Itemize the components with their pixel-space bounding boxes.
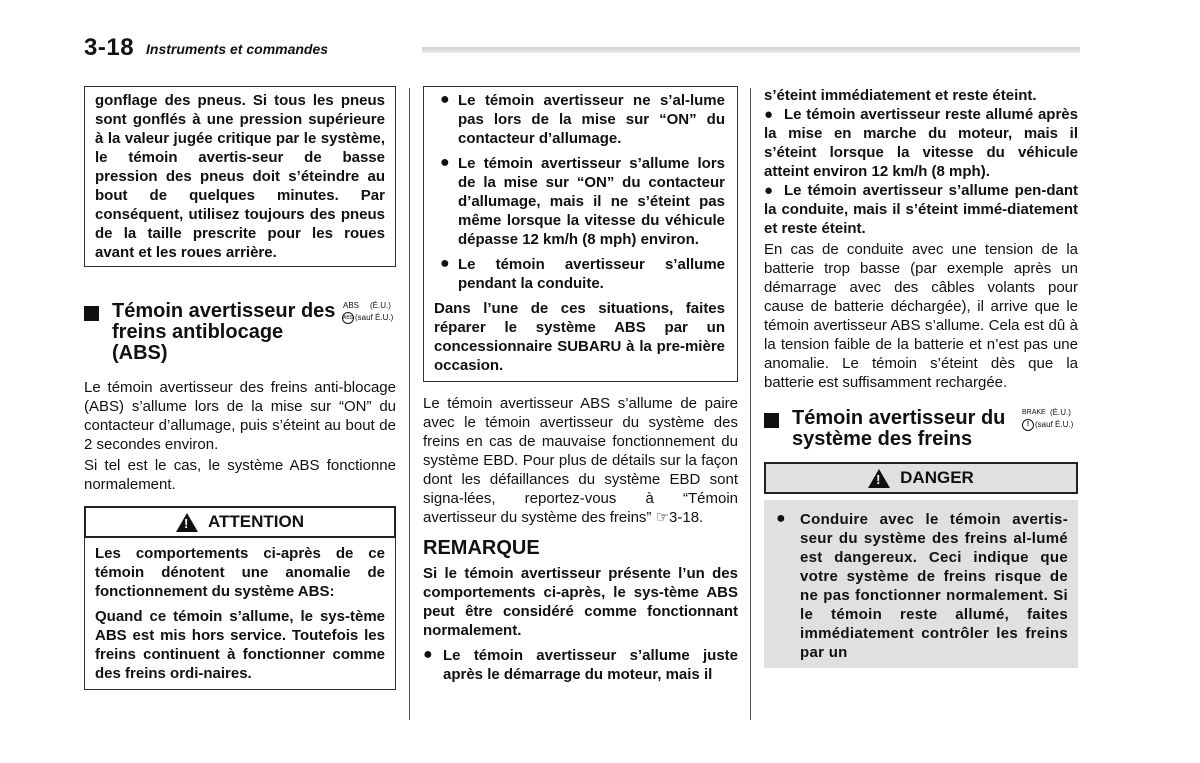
- abs-symptom-box: [423, 86, 738, 382]
- brake-section-heading: [764, 408, 1078, 450]
- battery-paragraph: En cas de conduite avec une tension de la batterie trop basse (par exemple après un démarrage avec des câbles volants pour cause de batterie déchargée), il arrive que le témoin avertisseur ABS s’allume. Cela est dû à la tension faible de la batterie et n’est pas une anomalie. Le témoin s’éteint dès que la batterie est suffisamment rechargée.: [764, 241, 1078, 391]
- abs-section-title: Témoin avertisseur des freins antiblocage (ABS): [112, 300, 336, 364]
- column-2: [423, 86, 738, 684]
- attention-box: [84, 538, 396, 690]
- column-3: [764, 86, 1078, 668]
- header-rule: [422, 47, 1080, 53]
- abs-icon-region-other: (sauf É.U.): [355, 313, 394, 322]
- column-divider: [409, 88, 410, 720]
- brake-icon-label: BRAKE: [1022, 409, 1046, 416]
- list-item: ● Le témoin avertisseur s’allume juste après le démarrage du moteur, mais il: [423, 646, 738, 683]
- abs-symbol-icon: ABS: [342, 312, 354, 324]
- list-item: ● Le témoin avertisseur reste allumé après la mise en marche du moteur, mais il s’éteint lorsque la vitesse du véhicule atteint environ 12 km/h (8 mph).: [764, 106, 1078, 180]
- brake-icon-region-other: (sauf É.U.): [1035, 420, 1074, 429]
- abs-repair-note: Dans l’une de ces situations, faites réparer le système ABS par un concessionnaire SUBARU à la pre-mière occasion.: [434, 300, 725, 374]
- attention-banner: [84, 506, 396, 538]
- abs-indicator-icon: [342, 301, 402, 325]
- brake-indicator-icon: [1022, 408, 1082, 432]
- ebd-paragraph: Le témoin avertisseur ABS s’allume de paire avec le témoin avertisseur du système des freins en cas de mauvaise fonctionnement du système EBD. Pour plus de détails sur la façon dont les défaillances du système EBD sont signa-lées, reportez-vous à “Témoin avertisseur du système des freins” ☞3-18.: [423, 395, 738, 526]
- section-marker: [84, 306, 99, 321]
- abs-section-heading: [84, 301, 396, 364]
- warning-triangle-icon: !: [868, 469, 890, 488]
- list-item: ● Le témoin avertisseur ne s’al-lume pas lors de la mise sur “ON” du contacteur d’allumage.: [440, 91, 725, 147]
- attention-label: ATTENTION: [207, 512, 304, 531]
- danger-banner: [764, 462, 1078, 494]
- abs-icon-region-us: (É.U.): [370, 301, 391, 310]
- danger-label: DANGER: [900, 468, 974, 487]
- list-item: ● Conduire avec le témoin avertis-seur du système des freins al-lumé est dangereux. Ceci indique que votre système de freins risque de ne pas fonctionner normalement. Si le témoin reste allumé, faites immédiatement contrôler les freins par un: [776, 510, 1068, 661]
- danger-box: [764, 500, 1078, 668]
- column-1: [84, 86, 396, 690]
- remarque-heading: REMARQUE: [423, 537, 540, 559]
- remarque-continuation: s’éteint immédiatement et reste éteint.: [764, 87, 1037, 104]
- remarque-text: Si le témoin avertisseur présente l’un des comportements ci-après, le sys-tème ABS peut être considéré comme fonctionnant normalement.: [423, 565, 738, 639]
- brake-icon-region-us: (É.U.): [1050, 408, 1071, 417]
- abs-paragraph-1: Le témoin avertisseur des freins anti-blocage (ABS) s’allume lors de la mise sur “ON” du contacteur d’allumage, puis s’éteint au bout de 2 secondes environ.: [84, 379, 396, 453]
- page-header: [84, 30, 1080, 60]
- list-item: ● Le témoin avertisseur s’allume lors de la mise sur “ON” du contacteur d’allumage, mais il ne s’éteint pas même lorsque la vitesse du véhicule dépasse 12 km/h (8 mph) environ.: [440, 154, 725, 248]
- brake-symbol-icon: !: [1022, 419, 1034, 431]
- warning-triangle-icon: !: [176, 513, 198, 532]
- section-marker: [764, 413, 779, 428]
- column-divider: [750, 88, 751, 720]
- brake-section-title: Témoin avertisseur du système des freins: [792, 407, 1006, 450]
- abs-paragraph-2: Si tel est le cas, le système ABS fonctionne normalement.: [84, 457, 396, 493]
- list-item: ● Le témoin avertisseur s’allume pen-dant la conduite, mais il s’éteint immé-diatement et reste éteint.: [764, 182, 1078, 237]
- attention-text-2: Quand ce témoin s’allume, le sys-tème ABS est mis hors service. Toutefois les freins continuent à fonctionner comme des freins ordi-naires.: [95, 608, 385, 682]
- tpms-note-box: [84, 86, 396, 267]
- attention-text-1: Les comportements ci-après de ce témoin dénotent une anomalie de fonctionnement du système ABS:: [95, 545, 385, 600]
- tpms-note-text: gonflage des pneus. Si tous les pneus sont gonflés à une pression supérieure à la valeur jugée critique par le système, le témoin avertis-seur de basse pression des pneus doit s’éteindre au bout de quelques minutes. Par conséquent, utilisez toujours des pneus de la taille prescrite pour les roues avant et les roues arrière.: [95, 92, 385, 261]
- list-item: ● Le témoin avertisseur s’allume pendant la conduite.: [440, 255, 725, 292]
- abs-icon-label: ABS: [343, 301, 360, 310]
- section-title: Instruments et commandes: [146, 41, 329, 57]
- page-number: 3-18: [84, 34, 135, 61]
